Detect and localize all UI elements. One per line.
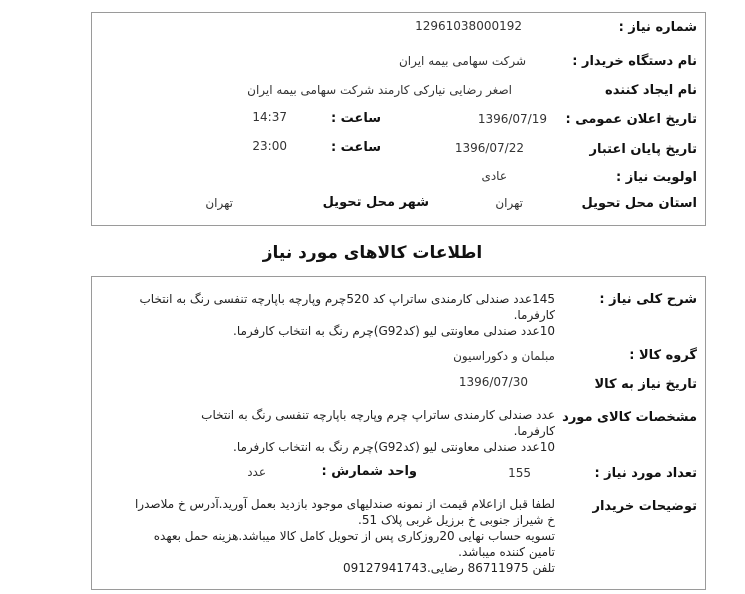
delivery-city-label: شهر محل تحویل — [322, 195, 429, 210]
need-number-value: 12961038000192 — [415, 19, 522, 33]
validity-end-time-value: 23:00 — [252, 139, 287, 153]
quantity-value: 155 — [508, 466, 531, 480]
need-date-label: تاریخ نیاز به کالا — [594, 377, 697, 392]
general-desc-line: 10عدد صندلی معاونتی لیو (کدG92)چرم رنگ به انتخاب کارفرما. — [233, 324, 555, 338]
priority-value: عادی — [481, 169, 507, 183]
goods-group-value: مبلمان و دکوراسیون — [453, 349, 555, 363]
buyer-org-value: شرکت سهامی بیمه ایران — [398, 54, 526, 68]
validity-end-time-label: ساعت : — [330, 140, 381, 155]
section-title: اطلاعات کالاهای مورد نیاز — [262, 243, 483, 263]
goods-details-panel — [91, 276, 706, 590]
general-desc-value — [85, 291, 555, 339]
buyer-notes-line: تسویه حساب نهایی 20روزکاری پس از تحویل کامل کالا میباشد.هزینه حمل بعهده — [153, 529, 555, 543]
goods-spec-line: 10عدد صندلی معاونتی لیو (کدG92)چرم رنگ به انتخاب کارفرما. — [233, 440, 555, 454]
creator-value: اصغر رضایی نیارکی کارمند شرکت سهامی بیمه ایران — [247, 83, 512, 97]
buyer-org-label: نام دستگاه خریدار : — [572, 54, 697, 69]
unit-value: عدد — [247, 465, 266, 479]
buyer-notes-label: توضیحات خریدار — [592, 499, 697, 514]
need-date-value: 1396/07/30 — [458, 375, 528, 389]
general-desc-label: شرح کلی نیاز : — [599, 292, 697, 307]
goods-group-label: گروه کالا : — [629, 348, 697, 363]
goods-spec-value — [85, 407, 555, 455]
buyer-notes-line: تامین کننده میباشد. — [458, 545, 555, 559]
announce-time-value: 14:37 — [252, 110, 287, 124]
goods-spec-label: مشخصات کالای مورد — [562, 410, 697, 425]
creator-label: نام ایجاد کننده — [605, 83, 697, 98]
buyer-notes-line: لطفا قبل ازاعلام قیمت از نمونه صندلیهای موجود بازدید بعمل آورید.آدرس خ ملاصدرا — [134, 497, 555, 511]
need-number-label: شماره نیاز : — [618, 20, 697, 35]
announce-date-label: تاریخ اعلان عمومی : — [565, 112, 697, 127]
quantity-label: تعداد مورد نیاز : — [594, 466, 697, 481]
general-desc-line: 145عدد صندلی کارمندی ساتراپ کد 520چرم وپارچه باپارچه تنفسی رنگ به انتخاب — [139, 292, 555, 306]
unit-label: واحد شمارش : — [321, 464, 417, 479]
buyer-notes-line: تلفن 86711975 رضایی.09127941743 — [342, 561, 555, 575]
buyer-notes-line: خ شیراز جنوبی خ برزیل غربی پلاک 51. — [358, 513, 555, 527]
goods-spec-line: عدد صندلی کارمندی ساتراپ چرم وپارچه باپارچه تنفسی رنگ به انتخاب — [201, 408, 555, 422]
announce-date-value: 1396/07/19 — [477, 112, 547, 126]
announce-time-label: ساعت : — [330, 111, 381, 126]
delivery-city-value: تهران — [205, 196, 233, 210]
need-summary-panel — [91, 12, 706, 226]
goods-spec-line: کارفرما. — [513, 424, 555, 438]
priority-label: اولویت نیاز : — [615, 170, 697, 185]
buyer-notes-value — [85, 496, 555, 576]
delivery-province-label: استان محل تحویل — [581, 196, 697, 211]
general-desc-line: کارفرما. — [513, 308, 555, 322]
validity-end-label: تاریخ پایان اعتبار — [589, 142, 697, 157]
validity-end-date-value: 1396/07/22 — [454, 141, 524, 155]
delivery-province-value: تهران — [495, 196, 523, 210]
